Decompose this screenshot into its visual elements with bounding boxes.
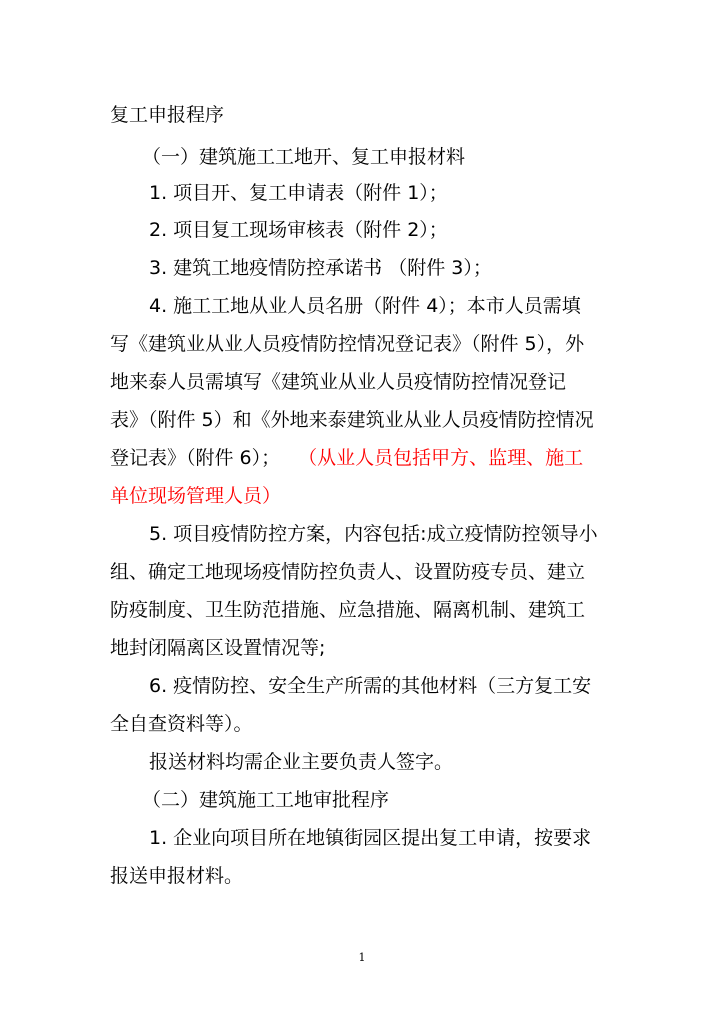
approval-step-1-line-2: 报送申报材料。	[110, 865, 244, 887]
section-heading-resume-work-procedure: 复工申报程序	[110, 104, 225, 126]
page-number: 1	[358, 951, 366, 964]
signature-requirement: 报送材料均需企业主要负责人签字。	[149, 751, 454, 773]
personnel-note-highlight-continued: 单位现场管理人员）	[110, 485, 282, 507]
item-6-line-1: 6. 疫情防控、安全生产所需的其他材料（三方复工安	[149, 675, 592, 697]
item-1-application-form: 1. 项目开、复工申请表（附件 1）；	[149, 182, 448, 204]
item-4-line-3: 地来泰人员需填写《建筑业从业人员疫情防控情况登记	[110, 371, 567, 393]
item-6-line-2: 全自查资料等）。	[110, 713, 253, 735]
subsection-heading-application-materials: （一）建筑施工工地开、复工申报材料	[142, 146, 466, 168]
item-3-commitment-letter: 3. 建筑工地疫情防控承诺书 （附件 3）；	[149, 257, 492, 279]
approval-step-1-line-1: 1. 企业向项目所在地镇街园区提出复工申请，按要求	[149, 827, 592, 849]
personnel-note-highlight: （从业人员包括甲方、监理、施工	[298, 447, 584, 469]
item-5-line-4: 地封闭隔离区设置情况等;	[110, 637, 326, 659]
item-5-line-3: 防疫制度、卫生防范措施、应急措施、隔离机制、建筑工	[110, 599, 586, 621]
item-4-line-5-text: 登记表》（附件 6）；	[110, 447, 281, 469]
item-4-line-4: 表》（附件 5）和《外地来泰建筑业从业人员疫情防控情况	[110, 409, 594, 431]
item-4-line-2: 写《建筑业从业人员疫情防控情况登记表》（附件 5），外	[110, 333, 585, 355]
item-5-line-2: 组、确定工地现场疫情防控负责人、设置防疫专员、建立	[110, 561, 586, 583]
item-4-line-5	[110, 446, 583, 470]
subsection-heading-approval-procedure: （二）建筑施工工地审批程序	[142, 789, 390, 811]
item-5-line-1: 5. 项目疫情防控方案，内容包括:成立疫情防控领导小	[149, 523, 598, 545]
item-4-line-1: 4. 施工工地从业人员名册（附件 4）；本市人员需填	[149, 295, 581, 317]
item-2-site-review-form: 2. 项目复工现场审核表（附件 2）；	[149, 219, 448, 241]
